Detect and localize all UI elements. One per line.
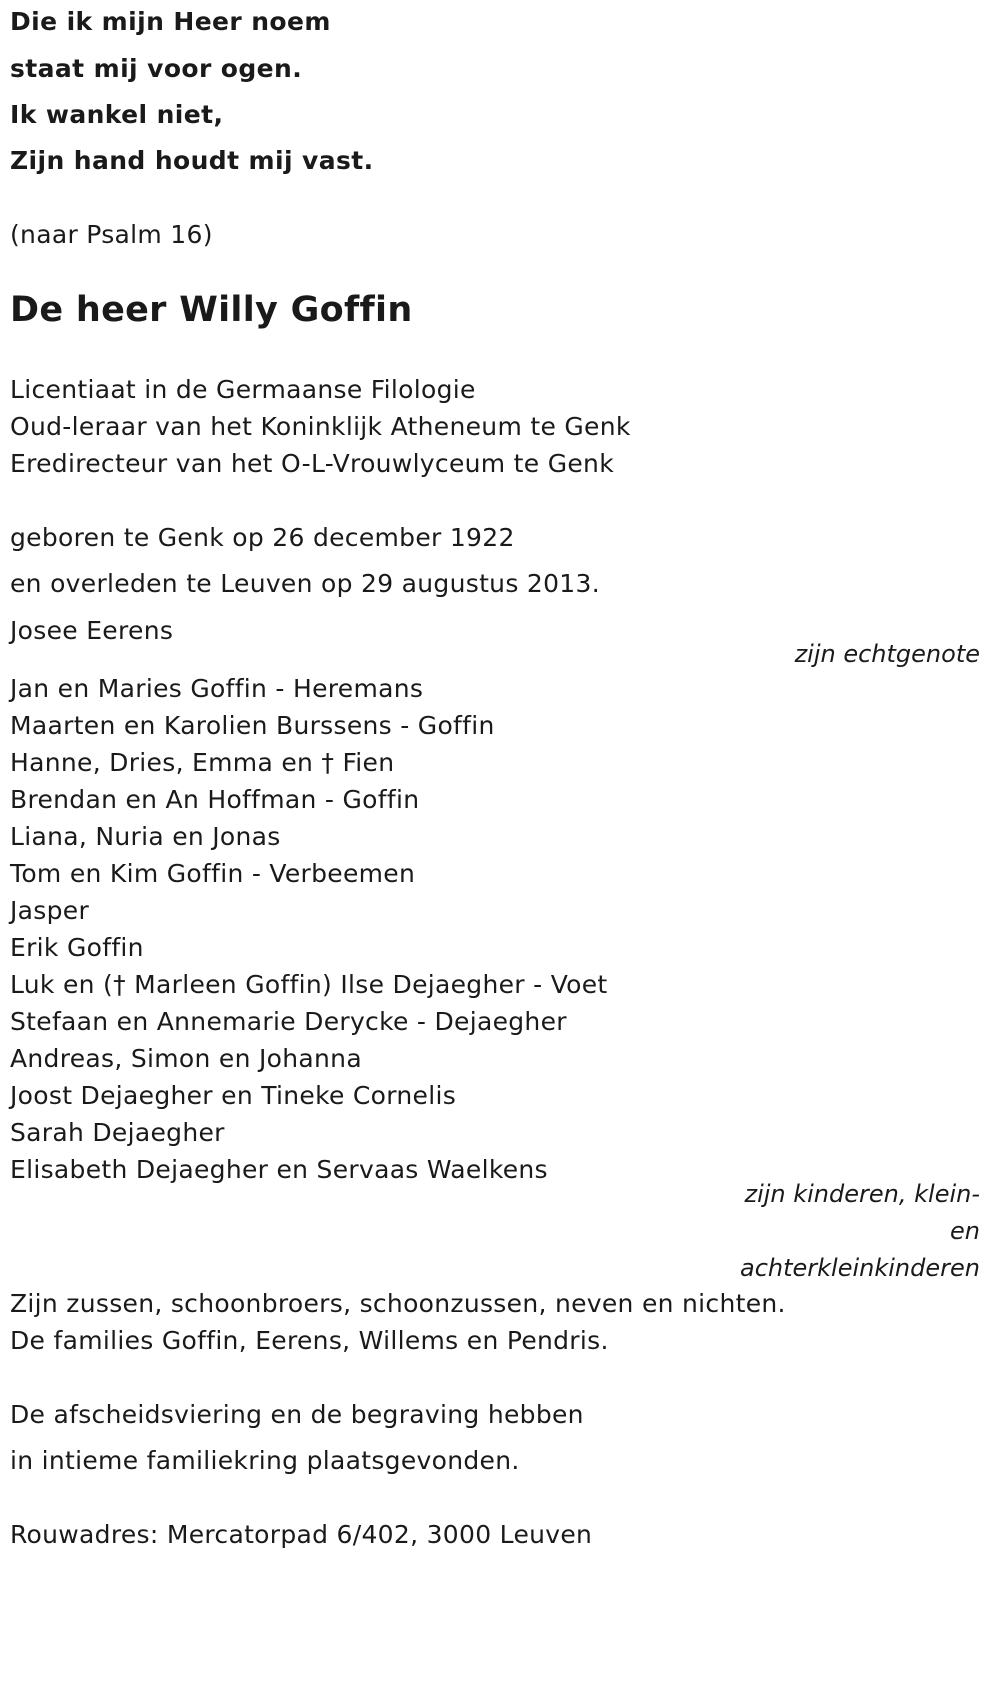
family-line: Jan en Maries Goffin - Heremans xyxy=(10,674,424,703)
poem-line: Ik wankel niet, xyxy=(10,100,224,129)
family-line: Erik Goffin xyxy=(10,933,144,962)
family-line: Luk en († Marleen Goffin) Ilse Dejaegher - Voet xyxy=(10,970,608,999)
death-line: en overleden te Leuven op 29 augustus 2013. xyxy=(10,569,600,598)
family-line: Joost Dejaegher en Tineke Cornelis xyxy=(10,1081,457,1110)
ceremony-line: in intieme familiekring plaatsgevonden. xyxy=(10,1446,520,1475)
family-line: Jasper xyxy=(10,896,90,925)
family-line: Andreas, Simon en Johanna xyxy=(10,1044,362,1073)
poem-line: staat mij voor ogen. xyxy=(10,54,303,83)
mourning-address: Rouwadres: Mercatorpad 6/402, 3000 Leuven xyxy=(10,1520,593,1549)
title-line: Oud-leraar van het Koninklijk Atheneum te Genk xyxy=(10,412,631,441)
family-role-line: en xyxy=(950,1217,980,1245)
relatives-line: Zijn zussen, schoonbroers, schoonzussen, neven en nichten. xyxy=(10,1289,786,1318)
family-line: Liana, Nuria en Jonas xyxy=(10,822,281,851)
family-line: Maarten en Karolien Burssens - Goffin xyxy=(10,711,495,740)
spouse-role: zijn echtgenote xyxy=(794,640,980,668)
ceremony-line: De afscheidsviering en de begraving hebben xyxy=(10,1400,584,1429)
spouse-name: Josee Eerens xyxy=(10,616,174,645)
family-line: Hanne, Dries, Emma en † Fien xyxy=(10,748,395,777)
family-line: Brendan en An Hoffman - Goffin xyxy=(10,785,420,814)
family-line: Stefaan en Annemarie Derycke - Dejaegher xyxy=(10,1007,567,1036)
poem-source: (naar Psalm 16) xyxy=(10,220,213,249)
title-line: Licentiaat in de Germaanse Filologie xyxy=(10,375,476,404)
deceased-name: De heer Willy Goffin xyxy=(10,290,413,330)
relatives-line: De families Goffin, Eerens, Willems en Pendris. xyxy=(10,1326,609,1355)
title-line: Eredirecteur van het O-L-Vrouwlyceum te Genk xyxy=(10,449,614,478)
family-line: Sarah Dejaegher xyxy=(10,1118,225,1147)
poem-line: Zijn hand houdt mij vast. xyxy=(10,146,374,175)
family-role-line: achterkleinkinderen xyxy=(740,1254,980,1282)
family-role-line: zijn kinderen, klein- xyxy=(744,1180,980,1208)
birth-line: geboren te Genk op 26 december 1922 xyxy=(10,523,515,552)
family-line: Elisabeth Dejaegher en Servaas Waelkens xyxy=(10,1155,548,1184)
poem-line: Die ik mijn Heer noem xyxy=(10,7,331,36)
family-line: Tom en Kim Goffin - Verbeemen xyxy=(10,859,416,888)
